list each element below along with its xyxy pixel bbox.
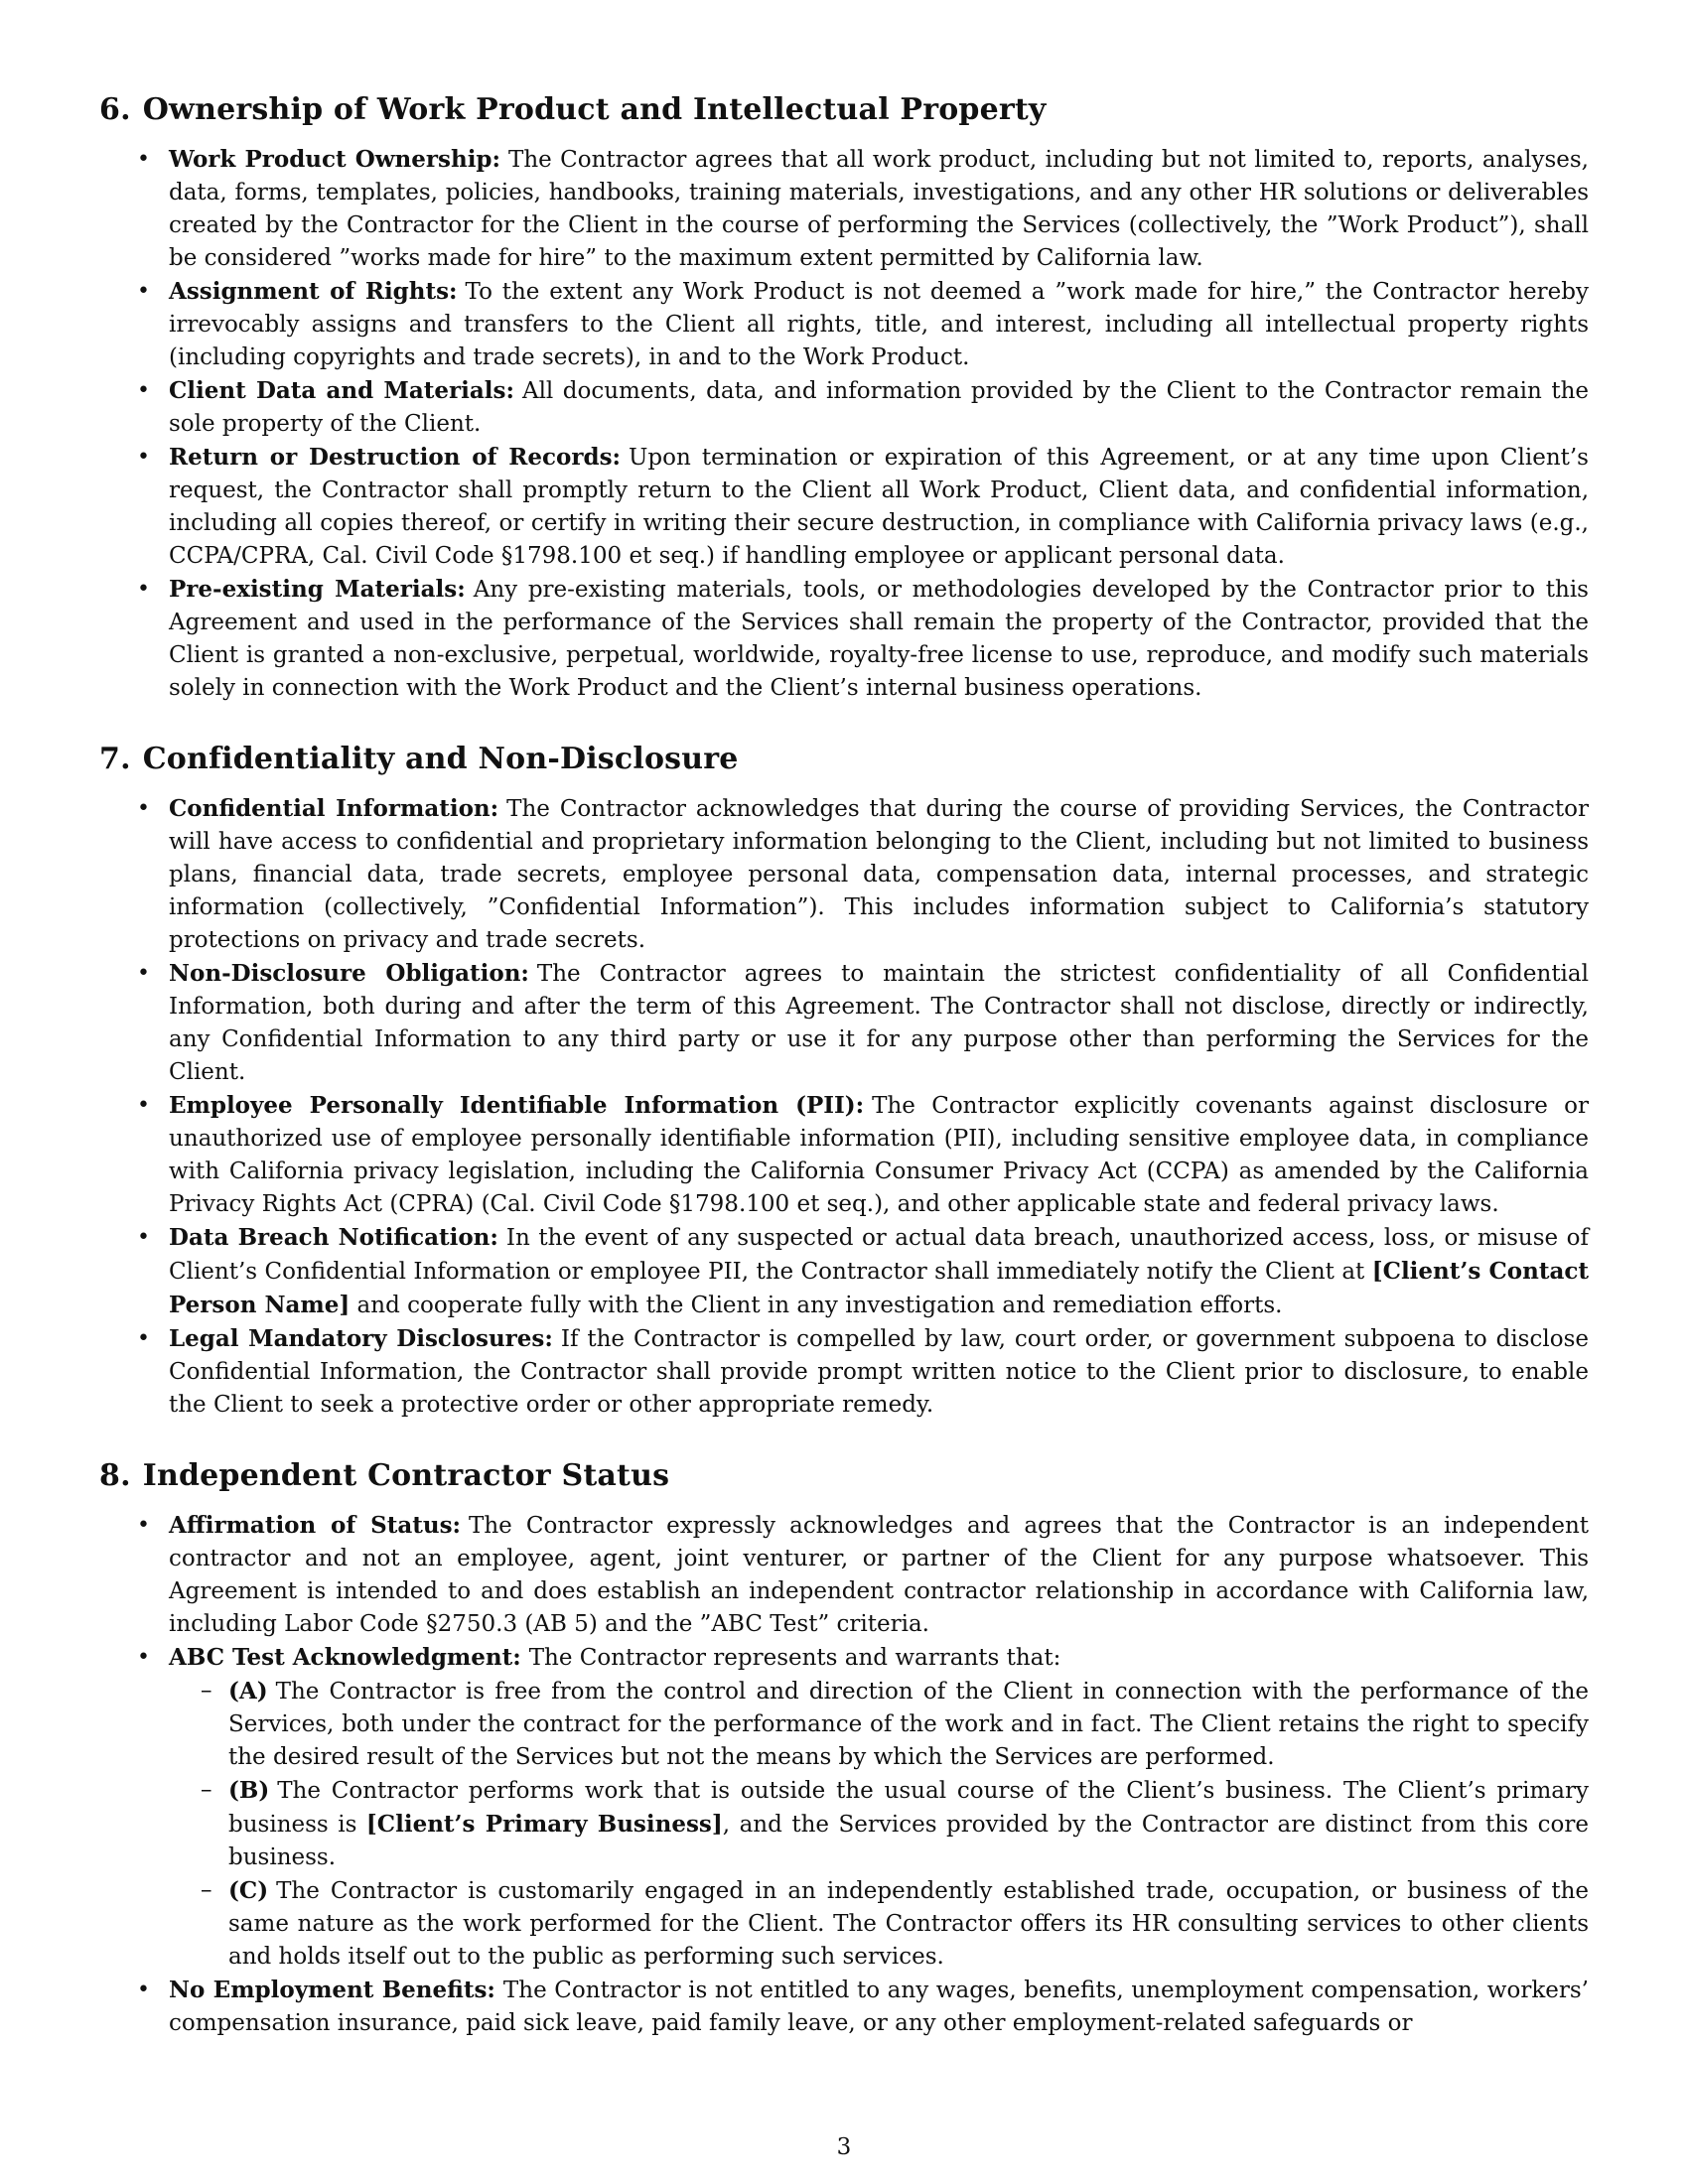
item-text: The Contractor expressly acknowledges and agrees that the Contractor is an independent contractor and not an employee, agent, joint venturer, or partner of the Client for any purpose whatsoever. This Agreement is intended to and does establish an independent contractor relationship in accordance with California law, including Labor Code §2750.3 (AB 5) and the ”ABC Test” criteria. — [169, 1513, 1589, 1637]
item-text: The Contractor acknowledges that during the course of providing Services, the Contractor will have access to confidential and proprietary information belonging to the Client, including but not limited to business plans, financial data, trade secrets, employee personal data, compensation data, internal processes, and strategic information (collectively, ”Confidential Information”). This includes information subject to California’s statutory protections on privacy and trade secrets. — [169, 796, 1589, 953]
item-text: The Contractor explicitly covenants against disclosure or unauthorized use of employee personally identifiable information (PII), including sensitive employee data, in compliance with California privacy legislation, including the California Consumer Privacy Act (CCPA) as amended by the California Privacy Rights Act (CPRA) (Cal. Civil Code §1798.100 et seq.), and other applicable state and federal privacy laws. — [169, 1093, 1589, 1217]
list-item — [99, 1974, 1589, 2040]
item-term: Work Product Ownership: — [169, 146, 501, 173]
item-text: All documents, data, and information provided by the Client to the Contractor remain the sole property of the Client. — [169, 378, 1590, 437]
sub-item-letter: (A) — [228, 1678, 268, 1705]
item-text: If the Contractor is compelled by law, court order, or government subpoena to disclose Confidential Information, the Contractor shall provide prompt written notice to the Client prior to disclosure, to enable the Client to seek a protective order or other appropriate remedy. — [169, 1326, 1589, 1418]
bullet-list — [99, 143, 1589, 705]
list-item — [99, 143, 1589, 275]
item-text: The Contractor agrees that all work product, including but not limited to, reports, analyses, data, forms, templates, policies, handbooks, training materials, investigations, and any other HR solutions or deliverables created by the Contractor for the Client in the course of performing the Services (collectively, the ”Work Product”), shall be considered ”works made for hire” to the maximum extent permitted by California law. — [169, 147, 1589, 271]
item-term: Return or Destruction of Records: — [169, 444, 622, 471]
item-text: The Contractor agrees to maintain the strictest confidentiality of all Confidential Information, both during and after the term of this Agreement. The Contractor shall not disclose, directly or indirectly, any Confidential Information to any third party or use it for any purpose other than performing the Services for the Client. — [169, 961, 1589, 1085]
bullet-list — [99, 792, 1589, 1422]
list-item — [99, 1089, 1589, 1221]
bullet-list — [99, 1509, 1589, 2040]
item-term: Data Breach Notification: — [169, 1224, 498, 1251]
placeholder-primary-business: [Client’s Primary Business] — [365, 1811, 723, 1838]
section-title: Confidentiality and Non-Disclosure — [142, 742, 739, 776]
list-item — [99, 957, 1589, 1089]
list-item — [99, 1221, 1589, 1322]
section-heading — [99, 741, 1589, 778]
sub-list-item — [169, 1874, 1589, 1974]
item-term: Assignment of Rights: — [169, 278, 458, 305]
section-heading — [99, 1457, 1589, 1495]
list-item — [99, 1322, 1589, 1422]
section-title: Independent Contractor Status — [142, 1458, 670, 1493]
sub-item-text: The Contractor is free from the control and direction of the Client in connection with the performance of the Services, both under the contract for the performance of the work and in fact. The Client retains the right to specify the desired result of the Services but not the means by which the Services are performed. — [228, 1679, 1589, 1770]
item-text: Any pre-existing materials, tools, or methodologies developed by the Contractor prior to this Agreement and used in the performance of the Services shall remain the property of the Contractor, provided that the Client is granted a non-exclusive, perpetual, worldwide, royalty-free license to use, reproduce, and modify such materials solely in connection with the Work Product and the Client’s internal business operations. — [169, 577, 1589, 701]
section-confidentiality — [99, 741, 1589, 1422]
item-text: and cooperate fully with the Client in any investigation and remediation efforts. — [356, 1293, 1283, 1318]
list-item — [99, 441, 1589, 573]
list-item — [99, 792, 1589, 957]
sub-list-item — [169, 1675, 1589, 1774]
item-term: Legal Mandatory Disclosures: — [169, 1325, 553, 1352]
section-number: 6. — [99, 92, 131, 127]
item-term: Employee Personally Identifiable Information (PII): — [169, 1092, 865, 1119]
item-text: Upon termination or expiration of this Agreement, or at any time upon Client’s request, the Contractor shall promptly return to the Client all Work Product, Client data, and confidential information, including all copies thereof, or certify in writing their secure destruction, in compliance with California privacy laws (e.g., CCPA/CPRA, Cal. Civil Code §1798.100 et seq.) if handling employee or applicant personal data. — [169, 445, 1589, 569]
sub-item-text: , and the Services provided by the Contractor are distinct from this core business. — [228, 1812, 1590, 1870]
list-item — [99, 1641, 1589, 1974]
section-number: 7. — [99, 742, 131, 776]
sub-item-text: The Contractor performs work that is outside the usual course of the Client’s business. The Client’s primary business is — [228, 1778, 1589, 1838]
section-title: Ownership of Work Product and Intellectual Property — [142, 92, 1047, 127]
list-item — [99, 275, 1589, 374]
list-item — [99, 573, 1589, 705]
section-ownership — [99, 91, 1589, 705]
section-independent-contractor — [99, 1457, 1589, 2040]
item-term: Non-Disclosure Obligation: — [169, 960, 529, 987]
list-item — [99, 374, 1589, 441]
item-term: ABC Test Acknowledgment: — [169, 1644, 521, 1671]
item-text: The Contractor represents and warrants that: — [528, 1645, 1061, 1671]
list-item — [99, 1509, 1589, 1641]
sub-item-letter: (C) — [228, 1877, 269, 1904]
sub-list-item — [169, 1774, 1589, 1874]
item-term: Pre-existing Materials: — [169, 576, 466, 603]
placeholder-contact-person: [Client’s Contact Person Name] — [169, 1258, 1589, 1318]
item-term: Affirmation of Status: — [169, 1512, 462, 1539]
sub-list — [169, 1675, 1589, 1974]
document-page — [99, 91, 1589, 2076]
item-text: In the event of any suspected or actual data breach, unauthorized access, loss, or misuse of Client’s Confidential Information or employee PII, the Contractor shall immediately notify the Client at — [169, 1225, 1589, 1285]
page-number: 3 — [836, 2134, 852, 2160]
sub-item-letter: (B) — [228, 1777, 270, 1804]
section-heading — [99, 91, 1589, 129]
item-text: The Contractor is not entitled to any wages, benefits, unemployment compensation, workers’ compensation insurance, paid sick leave, paid family leave, or any other employment-related safeguards or — [169, 1978, 1589, 2036]
item-term: Client Data and Materials: — [169, 377, 514, 404]
section-number: 8. — [99, 1458, 131, 1493]
item-term: No Employment Benefits: — [169, 1977, 495, 2003]
item-text: To the extent any Work Product is not deemed a ”work made for hire,” the Contractor hereby irrevocably assigns and transfers to the Client all rights, title, and interest, including all intellectual property rights (including copyrights and trade secrets), in and to the Work Product. — [169, 279, 1589, 370]
item-term: Confidential Information: — [169, 795, 499, 822]
sub-item-text: The Contractor is customarily engaged in an independently established trade, occupation, or business of the same nature as the work performed for the Client. The Contractor offers its HR consulting services to other clients and holds itself out to the public as performing such services. — [228, 1878, 1589, 1970]
